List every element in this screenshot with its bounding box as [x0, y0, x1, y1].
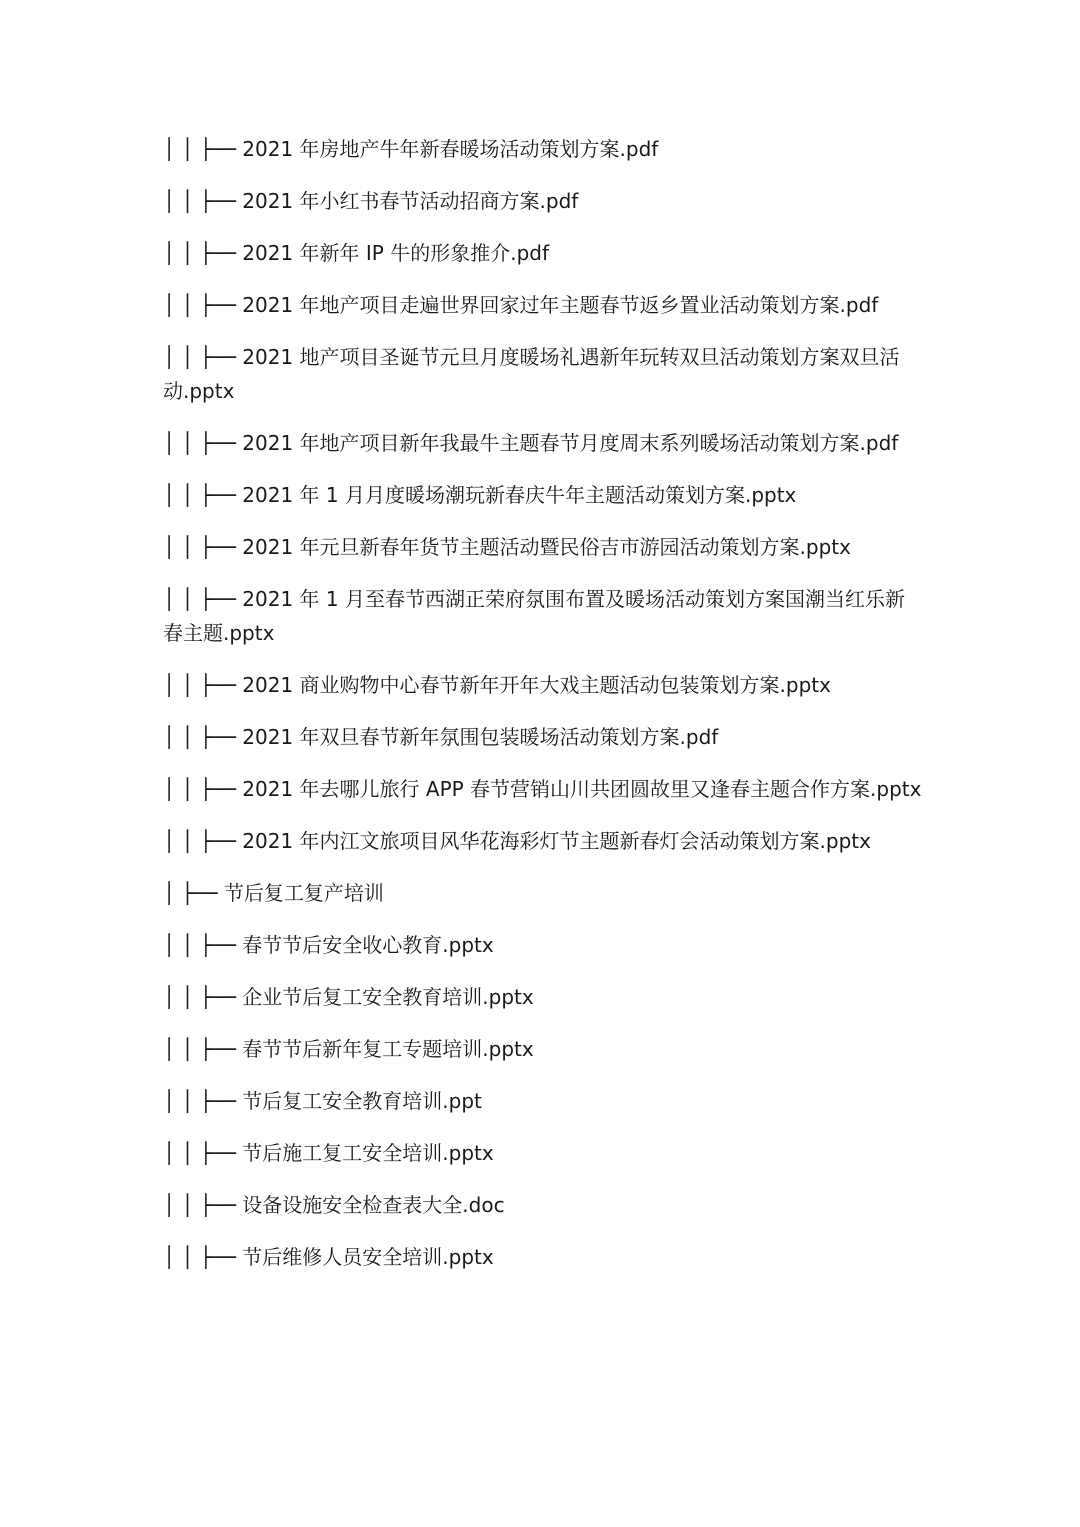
tree-entry: │ │ ├── 节后施工复工安全培训.pptx — [163, 1141, 494, 1165]
tree-entry: │ │ ├── 2021 年去哪儿旅行 APP 春节营销山川共团圆故里又逢春主题合作方案.pptx — [163, 777, 922, 801]
tree-entry: │ │ ├── 设备设施安全检查表大全.doc — [163, 1193, 505, 1217]
tree-entry: │ │ ├── 2021 年小红书春节活动招商方案.pdf — [163, 189, 579, 213]
tree-entry: │ │ ├── 2021 年内江文旅项目风华花海彩灯节主题新春灯会活动策划方案.pptx — [163, 829, 871, 853]
tree-entry: │ │ ├── 2021 年新年 IP 牛的形象推介.pdf — [163, 241, 549, 265]
tree-entry: │ │ ├── 2021 年 1 月月度暖场潮玩新春庆牛年主题活动策划方案.pptx — [163, 483, 797, 507]
tree-folder: │ ├── 节后复工复产培训 — [163, 881, 384, 905]
tree-entry: │ │ ├── 2021 年地产项目走遍世界回家过年主题春节返乡置业活动策划方案.pdf — [163, 293, 879, 317]
tree-entry: │ │ ├── 2021 年 1 月至春节西湖正荣府氛围布置及暖场活动策划方案国潮当红乐新春主题.pptx — [163, 587, 905, 645]
tree-entry: │ │ ├── 节后维修人员安全培训.pptx — [163, 1245, 494, 1269]
tree-entry: │ │ ├── 2021 地产项目圣诞节元旦月度暖场礼遇新年玩转双旦活动策划方案双旦活动.pptx — [163, 345, 900, 403]
tree-entry: │ │ ├── 春节节后安全收心教育.pptx — [163, 933, 494, 957]
tree-entry: │ │ ├── 2021 年房地产牛年新春暖场活动策划方案.pdf — [163, 137, 659, 161]
tree-entry: │ │ ├── 企业节后复工安全教育培训.pptx — [163, 985, 534, 1009]
tree-entry: │ │ ├── 2021 年地产项目新年我最牛主题春节月度周末系列暖场活动策划方案.pdf — [163, 431, 899, 455]
tree-entry: │ │ ├── 春节节后新年复工专题培训.pptx — [163, 1037, 534, 1061]
tree-entry: │ │ ├── 2021 商业购物中心春节新年开年大戏主题活动包装策划方案.pptx — [163, 673, 831, 697]
tree-entry: │ │ ├── 2021 年元旦新春年货节主题活动暨民俗吉市游园活动策划方案.pptx — [163, 535, 851, 559]
file-tree — [163, 132, 923, 1292]
tree-entry: │ │ ├── 节后复工安全教育培训.ppt — [163, 1089, 482, 1113]
tree-entry: │ │ ├── 2021 年双旦春节新年氛围包装暖场活动策划方案.pdf — [163, 725, 719, 749]
